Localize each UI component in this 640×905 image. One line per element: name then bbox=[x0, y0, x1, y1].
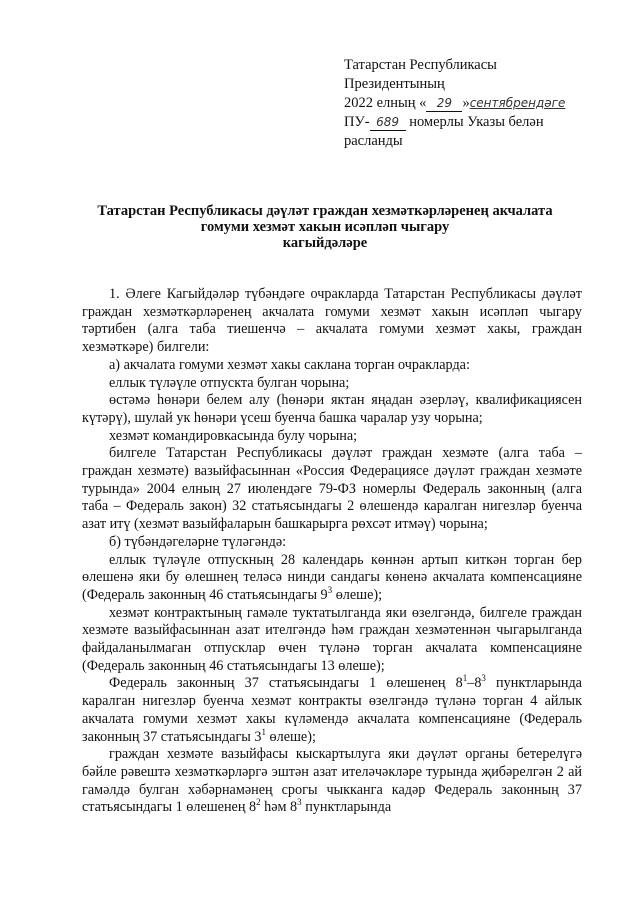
approval-date-line bbox=[344, 94, 584, 113]
approval-day-handwritten: 29 bbox=[426, 96, 462, 112]
title-line-3: кагыйдәләре bbox=[282, 235, 368, 251]
paragraph-b-1-tail: өлеше); bbox=[332, 586, 383, 603]
paragraph-b-2: хезмәт контрактының гамәле туктатылганда яки өзелгәндә, билгеле граждан хезмәте вазыйфасыннан азат ителгәндә һәм граждан хезмәтеннән чыгарылганда файдаланылмаган отпусклар өчен түләнә торган акчалата компенсацияне (Федераль законның 46 статьясындагы 13 өлеше); bbox=[82, 604, 582, 674]
paragraph-b-3 bbox=[82, 675, 582, 746]
paragraph-1: 1. Әлеге Кагыйдәләр түбәндәге очракларда Татарстан Республикасы дәүләт граждан хезмәткәрләренең акчалата гомуми хезмәт хакын исәпләп чыгару тәртибен (алга таба тиешенчә – акчалата гомуми хезмәт хакы, граждан хезмәткәре) билгели: bbox=[82, 286, 582, 356]
document-title bbox=[60, 203, 590, 251]
paragraph-a: а) акчалата гомуми хезмәт хакы саклана торган очракларда: bbox=[109, 356, 470, 373]
approval-line-2: Президентының bbox=[344, 76, 445, 92]
superscript: 3 bbox=[327, 584, 333, 595]
approval-decree-suffix: номерлы Указы белән bbox=[409, 114, 544, 130]
paragraph-b: б) түбәндәгеләрне түләгәндә: bbox=[109, 533, 287, 550]
paragraph-b-4-text: граждан хезмәте вазыйфасы кыскартылуга яки дәүләт органы бетерелүгә бәйле рәвештә хезмәткәрләргә эштән азат ителәчәкләре турында җибәрелгән 2 ай гамәлдә булган хәбәрнамәнең срогы чыкканга кадәр Федераль законның 37 статьясындагы 1 өлешенең 8 bbox=[82, 746, 582, 816]
superscript: 3 bbox=[297, 797, 302, 808]
superscript: 1 bbox=[462, 673, 468, 684]
paragraph-b-1 bbox=[82, 552, 582, 605]
paragraph-a-3: хезмәт командировкасында булу чорына; bbox=[109, 427, 358, 444]
paragraph-a-4: билгеле Татарстан Республикасы дәүләт граждан хезмәте (алга таба – граждан хезмәте) вазыйфасыннан «Россия Федерациясе дәүләт граждан хезмәте турында» 2004 елның 27 июлендәге 79-ФЗ номерлы Федераль законның (алга таба – Федераль закон) 32 статьясындагы 2 өлешендә каралган нигезләр буенча азат итү (хезмәт вазыйфаларын башкарырга рөхсәт итмәү) чорына; bbox=[82, 445, 582, 533]
approval-line-1: Татарстан Республикасы bbox=[344, 57, 497, 73]
paragraph-b-3-range: –8 bbox=[467, 675, 482, 692]
paragraph-b-3-text: Федераль законның 37 статьясындагы 1 өлешенең 8 bbox=[109, 675, 463, 692]
approval-line-5: расланды bbox=[344, 133, 403, 149]
approval-decree-prefix: ПУ- bbox=[344, 114, 370, 130]
approval-decree-line bbox=[344, 113, 584, 132]
superscript: 3 bbox=[481, 673, 486, 684]
approval-stamp bbox=[344, 56, 584, 151]
approval-decree-number-handwritten: 689 bbox=[370, 115, 406, 131]
superscript: 2 bbox=[256, 797, 261, 808]
title-line-1: Татарстан Республикасы дәүләт граждан хезмәткәрләренең акчалата bbox=[97, 203, 553, 219]
approval-month-handwritten: сентябрендәге bbox=[469, 96, 566, 110]
paragraph-b-1-text: еллык түләүле отпускның 28 календарь көннән артып киткән торган бер өлешенә яки бу өлешнең теләсә нинди сандагы көненә акчалата компенсацияне (Федераль законның 46 статьясындагы 9 bbox=[82, 551, 582, 603]
superscript: 1 bbox=[261, 726, 266, 737]
paragraph-a-1: еллык түләүле отпускта булган чорына; bbox=[109, 374, 350, 391]
approval-quote-close: » bbox=[462, 95, 470, 111]
approval-year-prefix: 2022 елның « bbox=[344, 95, 427, 111]
paragraph-b-3-tail: өлеше); bbox=[265, 728, 316, 745]
paragraph-b-4-middle: һәм 8 bbox=[260, 799, 298, 816]
document-body bbox=[82, 286, 582, 817]
paragraph-b-3-middle: пунктларында каралган нигезләр буенча хезмәт контракты өзелгәндә түләнә торган 4 айлык акчалата гомуми хезмәт хакы күләмендә акчалата компенсацияне (Федераль законның 37 статьясындагы 3 bbox=[82, 675, 582, 745]
paragraph-b-4 bbox=[82, 746, 582, 817]
paragraph-b-4-tail: пунктларында bbox=[301, 799, 392, 816]
paragraph-a-2: өстәмә һөнәри белем алу (һөнәри яктан яңадан әзерләү, квалификациясен күтәрү), шулай ук һөнәри үсеш буенча башка чаралар узу чорына; bbox=[82, 392, 582, 426]
title-line-2: гомуми хезмәт хакын исәпләп чыгару bbox=[200, 219, 450, 235]
